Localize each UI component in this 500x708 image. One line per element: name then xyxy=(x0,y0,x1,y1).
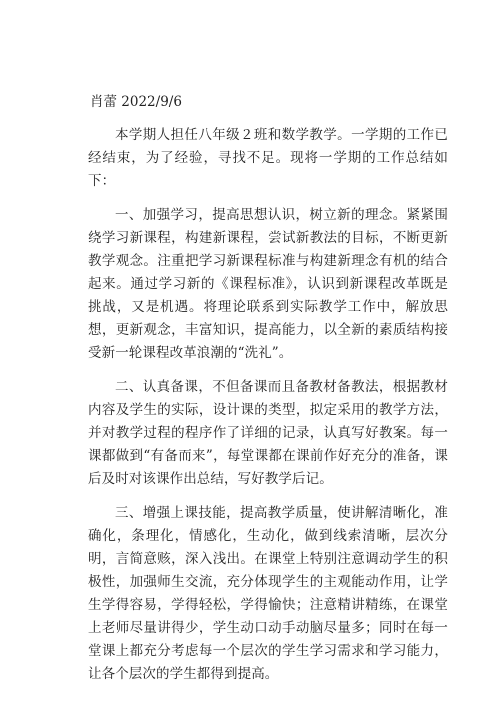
document-page xyxy=(88,92,448,697)
author-date-line: 肖蕾 2022/9/6 xyxy=(90,94,182,110)
paragraph-section-3: 三、增强上课技能，提高教学质量，使讲解清晰化，准确化，条理化，情感化，生动化，做到线索清晰，层次分明，言简意赅，深入浅出。在课堂上特别注意调动学生的积极性，加强师生交流，充分体现学生的主观能动作用，让学生学得容易，学得轻松，学得愉快；注意精讲精练，在课堂上老师尽量讲得少，学生动口动手动脑尽量多；同时在每一堂课上都充分考虑每一个层次的学生学习需求和学习能力，让各个层次的学生都得到提高。 xyxy=(88,505,448,682)
paragraph-section-1: 一、加强学习，提高思想认识，树立新的理念。紧紧围绕学习新课程，构建新课程，尝试新教法的目标，不断更新教学观念。注重把学习新课程标准与构建新理念有机的结合起来。通过学习新的《课程标准》，认识到新课程改革既是挑战，又是机遇。将理论联系到实际教学工作中，解放思想，更新观念，丰富知识，提高能力，以全新的素质结构接受新一轮课程改革浪潮的“洗礼”。 xyxy=(88,207,448,361)
paragraph-intro: 本学期人担任八年级２班和数学教学。一学期的工作已经结束，为了经验，寻找不足。现将一学期的工作总结如下： xyxy=(88,127,448,189)
paragraph-section-2: 二、认真备课，不但备课而且备教材备教法，根据教材内容及学生的实际，设计课的类型，拟定采用的教学方法，并对教学过程的程序作了详细的记录，认真写好教案。每一课都做到“有备而来”，每堂课都在课前作好充分的准备，课后及时对该课作出总结，写好教学后记。 xyxy=(88,379,448,487)
